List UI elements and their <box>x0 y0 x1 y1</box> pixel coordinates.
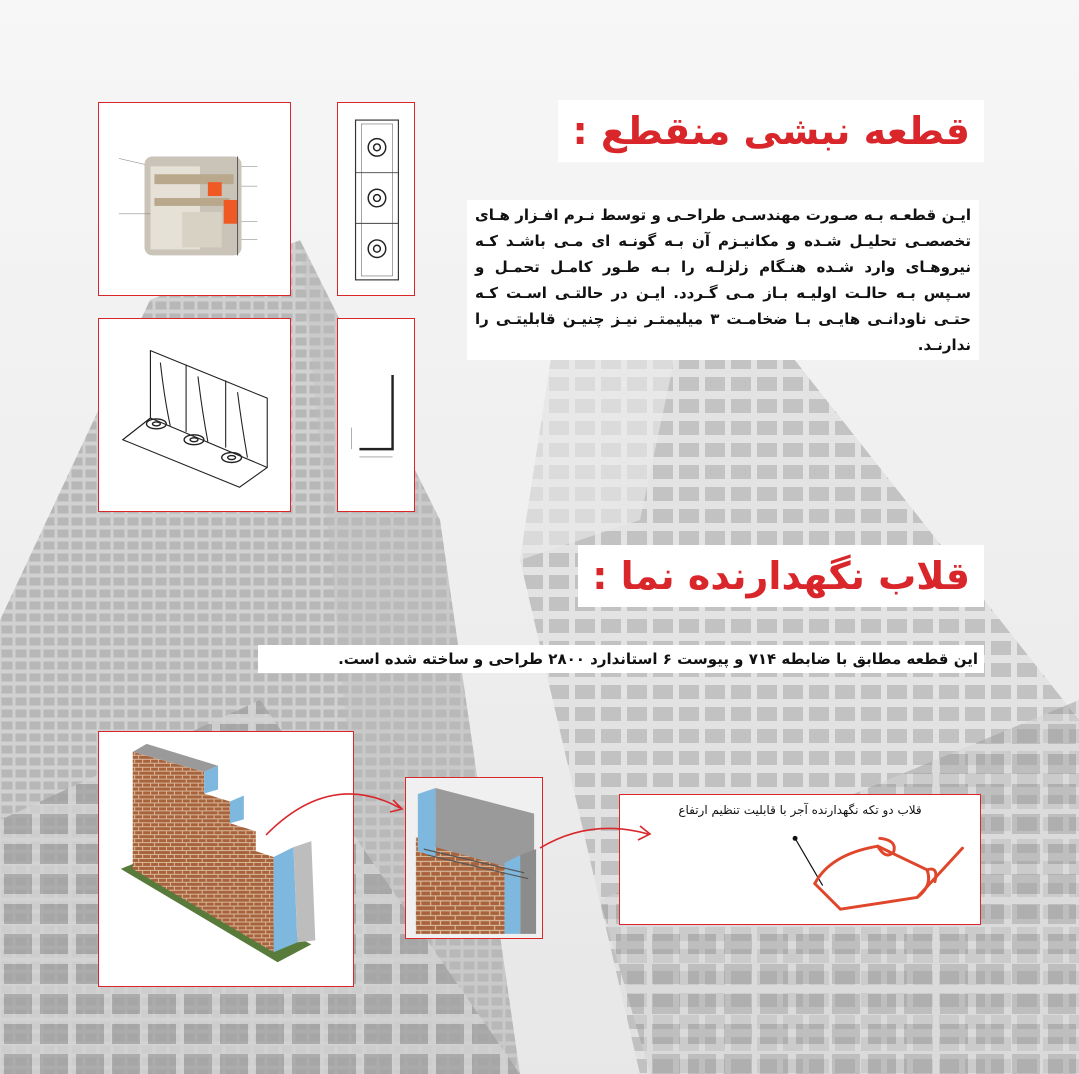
angle-side-profile-drawing <box>338 319 414 511</box>
angle-isometric-view-panel <box>98 318 291 512</box>
brick-wall-render <box>99 732 353 986</box>
brick-wall-render-panel <box>98 731 354 987</box>
section2-title: قلاب نگهدارنده نما : <box>578 545 984 607</box>
angle-front-view-panel <box>337 102 415 296</box>
wall-tie-detail-render <box>406 778 542 938</box>
section1-paragraph: ایـن قطعـه بـه صـورت مهندسـی طراحـی و توسط نـرم افـزار هـای تخصصـی تحلیـل شـده و مکانیـزم آن بـه گونـه ای مـی باشـد کـه نیروهـای وارد شـده هنـگام زلزلـه را بـه طـور کامـل تحمـل و سـپس بـه حالـت اولیـه بـاز مـی گـردد. ایـن در حالتـی اسـت کـه حتـی ناودانـی هایـی بـا ضخامـت ۳ میلیمتـر نیـز چنیـن قابلیتـی را ندارنـد. <box>467 200 979 360</box>
wall-tie-detail-panel <box>405 777 543 939</box>
angle-isometric-drawing <box>99 319 290 511</box>
section1-title: قطعه نبشی منقطع : <box>558 100 984 162</box>
angle-front-view-drawing <box>338 103 414 295</box>
section-detail-drawing-panel <box>98 102 291 296</box>
section2-paragraph: این قطعه مطابق با ضابطه ۷۱۴ و پیوست ۶ استاندارد ۲۸۰۰ طراحی و ساخته شده است. <box>258 645 984 673</box>
hook-caption: قلاب دو تکه نگهدارنده آجر با قابلیت تنظیم ارتفاع <box>678 803 922 817</box>
angle-side-profile-panel <box>337 318 415 512</box>
section-detail-drawing <box>99 103 290 295</box>
